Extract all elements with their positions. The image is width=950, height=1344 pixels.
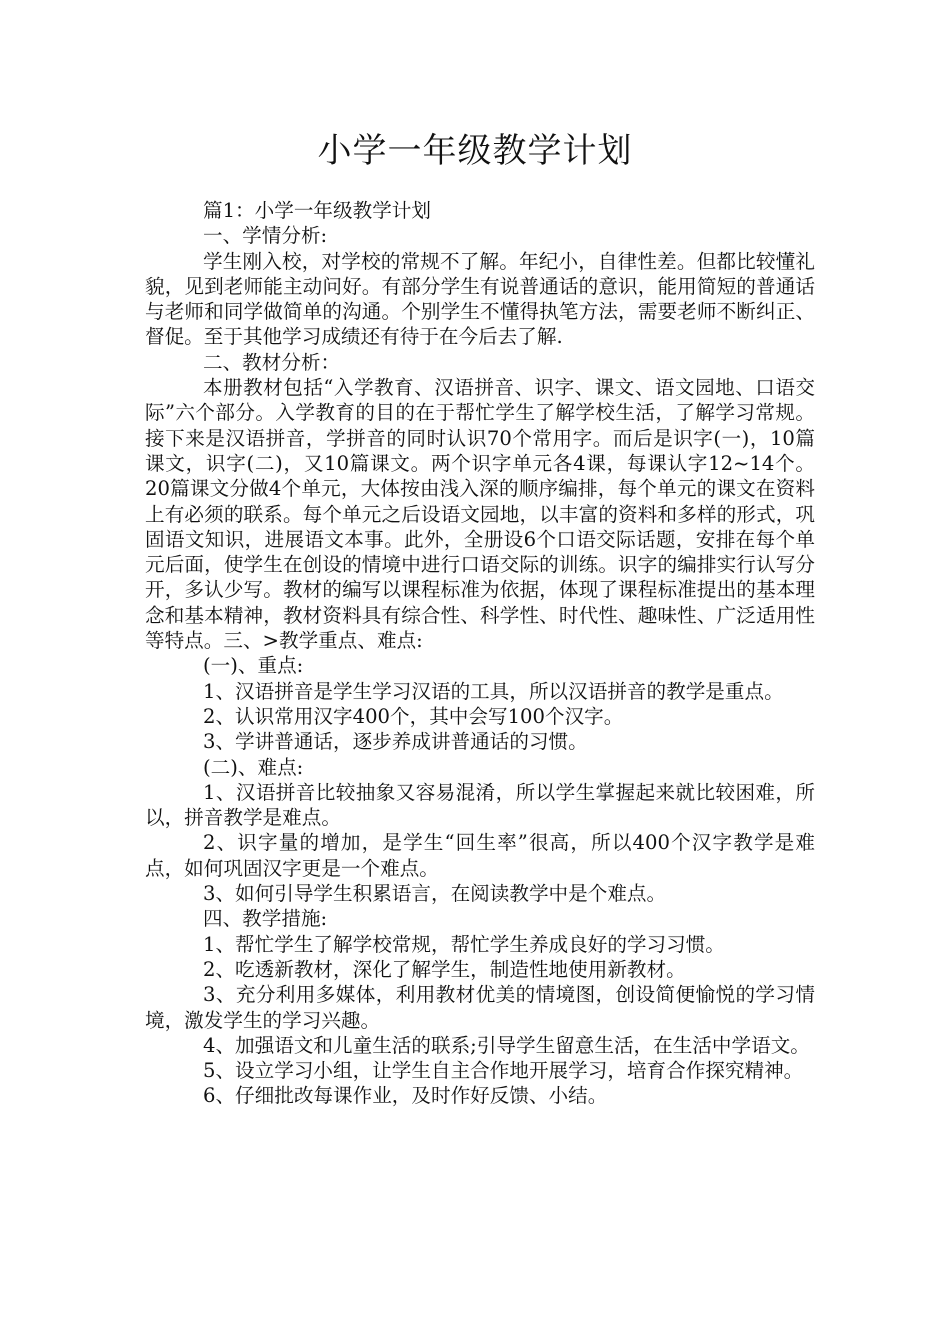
list-item-measure: 6、仔细批改每课作业，及时作好反馈、小结。 (203, 1084, 608, 1108)
list-item-measure: 4、加强语文和儿童生活的联系;引导学生留意生活，在生活中学语文。 (203, 1033, 810, 1057)
list-item-measure: 5、设立学习小组，让学生自主合作地开展学习，培育合作探究精神。 (203, 1059, 804, 1083)
subheading-key-points: (一)、重点: (203, 654, 304, 678)
list-item-measure: 2、吃透新教材，深化了解学生，制造性地使用新教材。 (203, 957, 686, 981)
list-item-key-point: 3、学讲普通话，逐步养成讲普通话的习惯。 (203, 730, 588, 754)
document-title: 小学一年级教学计划 (317, 131, 633, 171)
paragraph-learner-analysis: 学生刚入校，对学校的常规不了解。年纪小，自律性差。但都比较懂礼貌，见到老师能主动问好。有部分学生有说普通话的意识，能用简短的普通话与老师和同学做简单的沟通。个别学生不懂得执笔方法，需要老师不断纠正、督促。至于其他学习成绩还有待于在今后去了解. (145, 249, 815, 349)
list-item-measure: 1、帮忙学生了解学校常规，帮忙学生养成良好的学习习惯。 (203, 932, 725, 956)
subheading-difficult-points: (二)、难点: (203, 755, 304, 779)
document-body (145, 198, 815, 1109)
list-item-measure: 3、充分利用多媒体，利用教材优美的情境图，创设简便愉悦的学习情境，激发学生的学习兴趣。 (145, 983, 815, 1032)
list-item-key-point: 2、认识常用汉字400个，其中会写100个汉字。 (203, 704, 624, 728)
list-item-difficult-point: 3、如何引导学生积累语言，在阅读教学中是个难点。 (203, 882, 667, 906)
list-item-difficult-point: 2、识字量的增加，是学生“回生率”很高，所以400个汉字教学是难点，如何巩固汉字更是一个难点。 (145, 831, 815, 880)
section-heading-textbook-analysis: 二、教材分析： (203, 350, 341, 374)
section-heading-teaching-measures: 四、教学措施: (203, 907, 328, 931)
paragraph-textbook-analysis: 本册教材包括“入学教育、汉语拼音、识字、课文、语文园地、口语交际”六个部分。入学教育的目的在于帮忙学生了解学校生活，了解学习常规。接下来是汉语拼音，学拼音的同时认识70个常用字。而后是识字(一)，10篇课文，识字(二)，又10篇课文。两个识字单元各4课，每课认字12~14个。20篇课文分做4个单元，大体按由浅入深的顺序编排，每个单元的课文在资料上有必须的联系。每个单元之后设语文园地，以丰富的资料和多样的形式，巩固语文知识，进展语文本事。此外，全册设6个口语交际话题，安排在每个单元后面，使学生在创设的情境中进行口语交际的训练。识字的编排实行认写分开，多认少写。教材的编写以课程标准为依据，体现了课程标准提出的基本理念和基本精神，教材资料具有综合性、科学性、时代性、趣味性、广泛适用性等特点。三、>教学重点、难点: (145, 376, 815, 653)
list-item-difficult-point: 1、汉语拼音比较抽象又容易混淆，所以学生掌握起来就比较困难，所以，拼音教学是难点。 (145, 780, 815, 830)
section-heading-learner-analysis: 一、学情分析: (203, 224, 328, 248)
list-item-key-point: 1、汉语拼音是学生学习汉语的工具，所以汉语拼音的教学是重点。 (203, 679, 784, 703)
section-heading-article: 篇1：小学一年级教学计划 (203, 199, 431, 222)
